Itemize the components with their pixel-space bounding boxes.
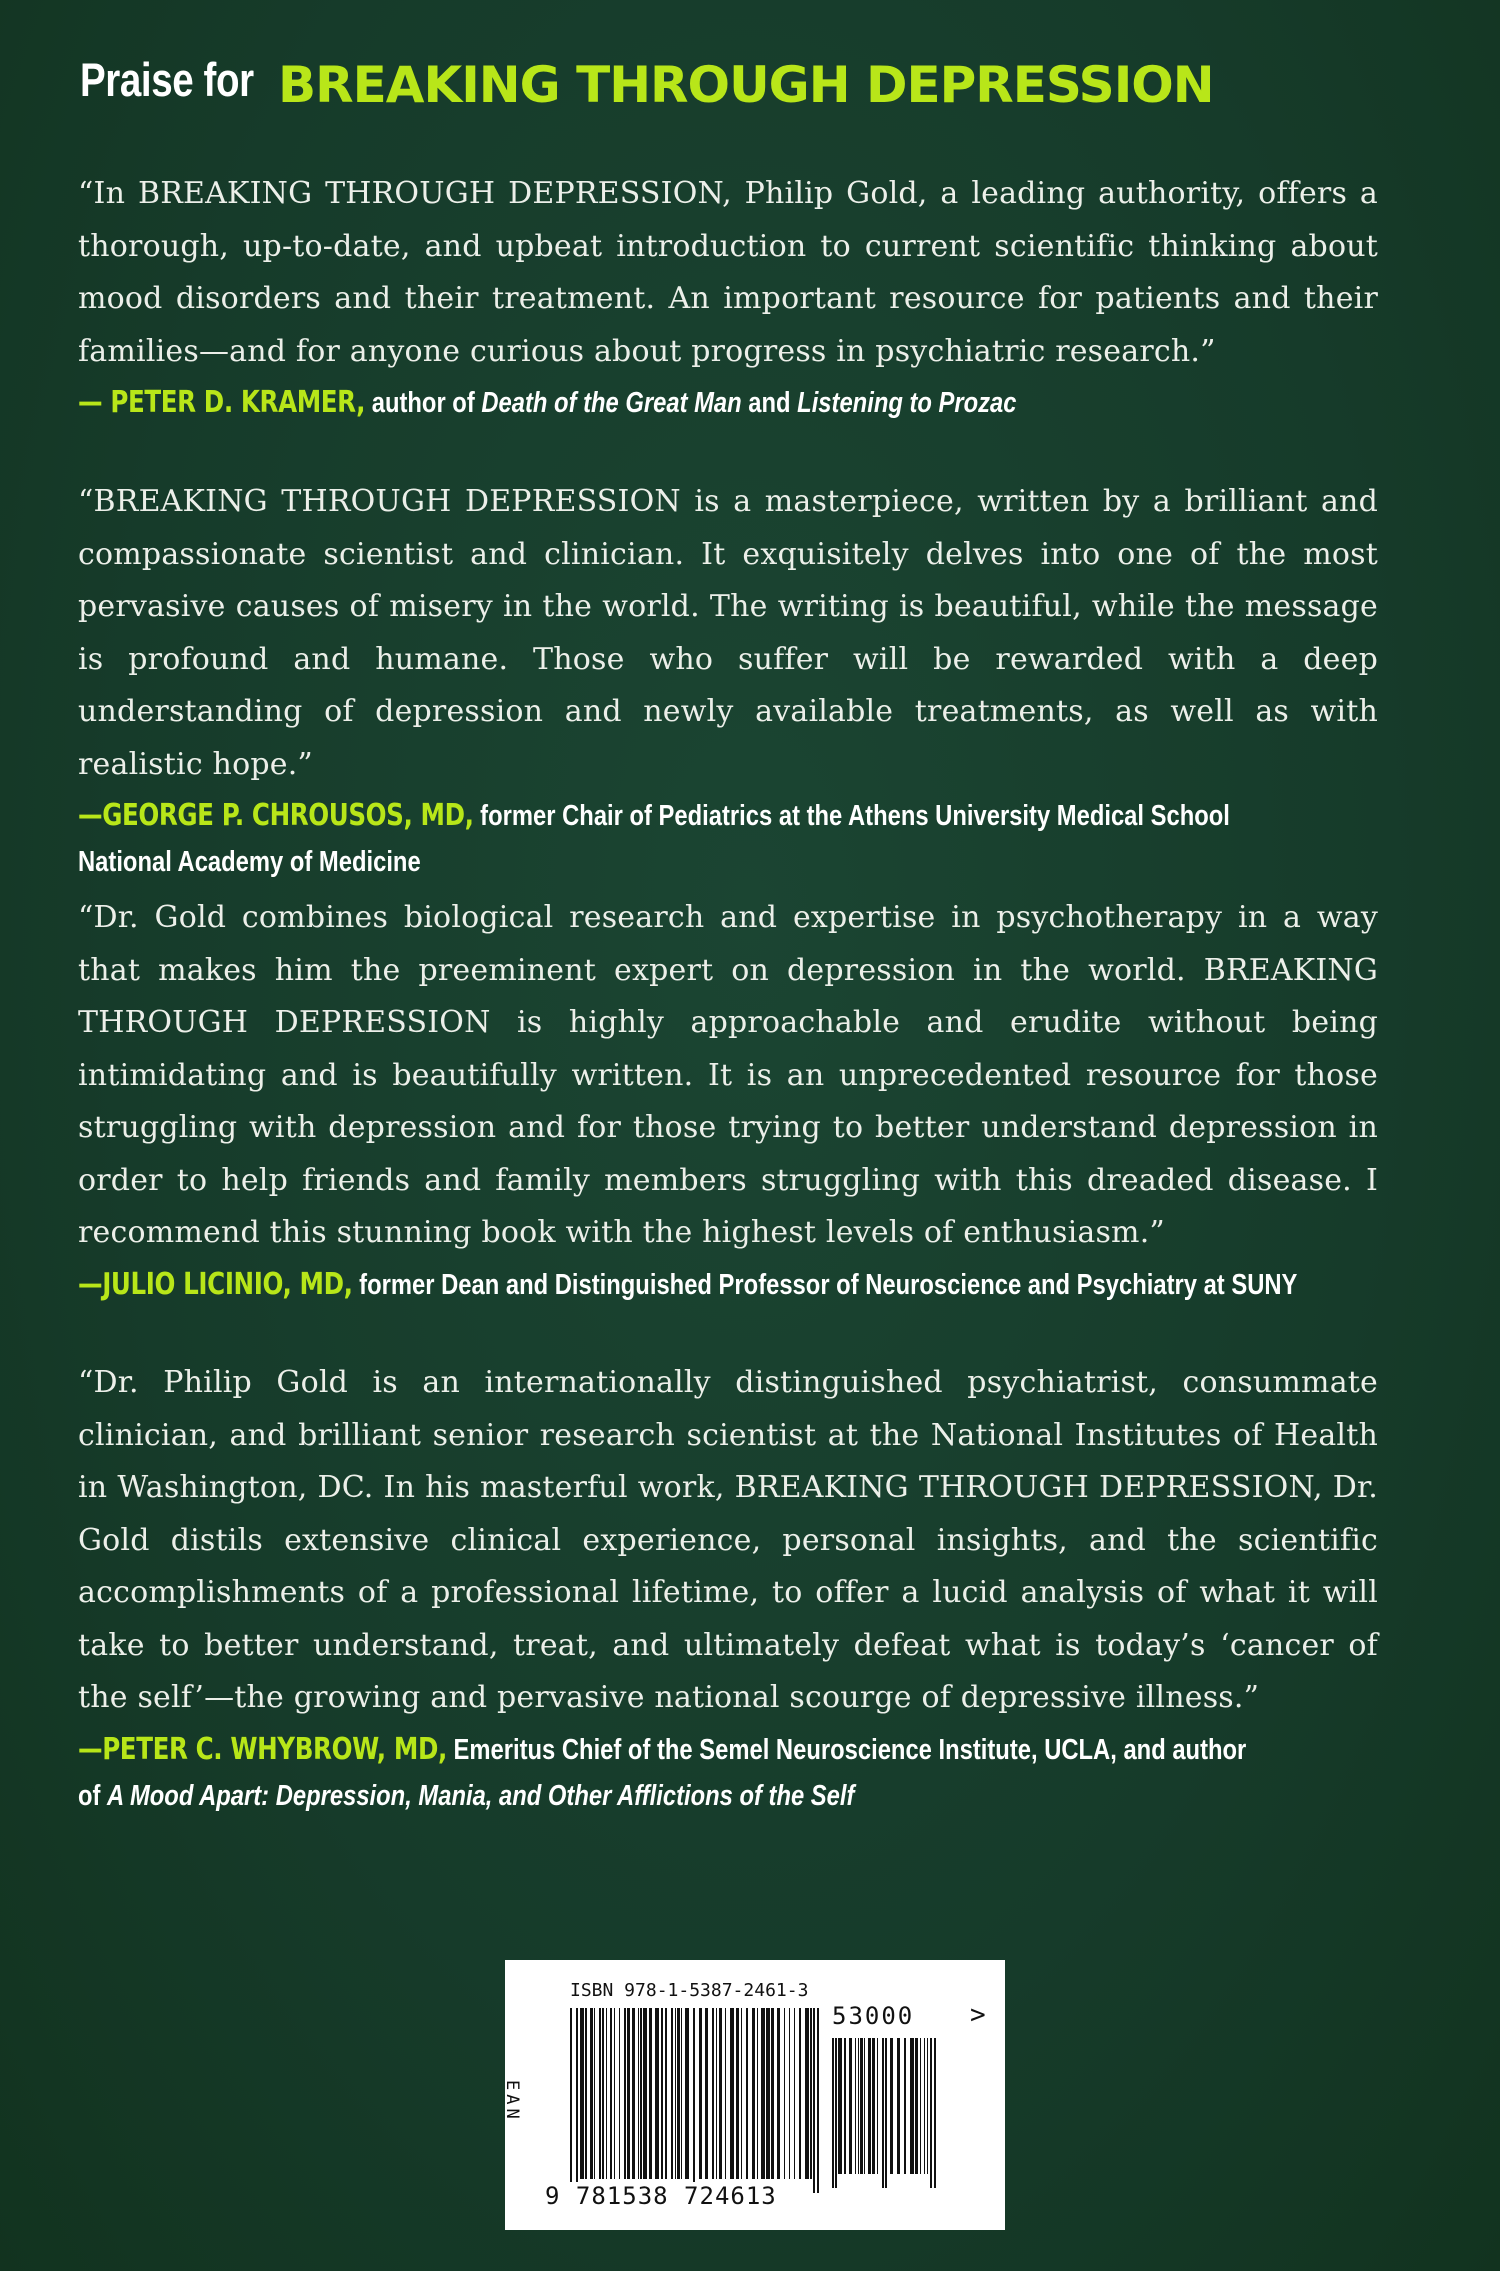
barcode-bar (849, 2038, 852, 2174)
barcode-bar (924, 2038, 925, 2174)
barcode-bar (619, 2008, 620, 2179)
barcode-bar (693, 2008, 695, 2193)
praise-heading-lead: Praise for (80, 53, 254, 106)
barcode-bar (832, 2038, 834, 2188)
barcode-bar (766, 2008, 770, 2179)
blurb-kramer (78, 168, 1378, 428)
reviewer-name: — PETER D. KRAMER, (78, 385, 366, 420)
barcode-bar (844, 2038, 846, 2174)
blurb-attribution (78, 1260, 1298, 1310)
isbn-text: ISBN 978-1-5387-2461-3 (570, 1980, 809, 2001)
barcode-bar (872, 2038, 875, 2174)
reviewer-role-line2: National Academy of Medicine (78, 846, 421, 878)
barcode-bar (868, 2038, 871, 2174)
reviewer-book: Death of the Great Man (481, 387, 742, 419)
barcode-bar (746, 2008, 748, 2179)
barcode-bar (858, 2038, 859, 2174)
barcode-bar (675, 2008, 676, 2179)
barcode-bar (930, 2038, 932, 2188)
barcode-bar (614, 2008, 615, 2179)
blurb-attribution (78, 791, 1230, 841)
barcode-bar (794, 2008, 795, 2179)
barcode-bar (699, 2008, 702, 2179)
barcode-bar (655, 2008, 659, 2179)
barcode-bar (677, 2008, 680, 2179)
barcode-bar (741, 2008, 742, 2179)
isbn-barcode (502, 1960, 1005, 2230)
barcode-bar (799, 2008, 801, 2179)
reviewer-role: author of (371, 387, 475, 419)
barcode-bar (789, 2008, 790, 2179)
reviewer-role: Emeritus Chief of the Semel Neuroscience Institute, UCLA, and author (453, 1733, 1247, 1766)
praise-heading (80, 52, 1420, 114)
price-arrow: > (970, 2000, 986, 2030)
reviewer-name: —GEORGE P. CHROUSOS, MD, (78, 798, 474, 833)
barcode-bar (671, 2008, 673, 2179)
barcode-bar (719, 2008, 722, 2179)
barcode-bar (610, 2008, 612, 2179)
barcode-bar (855, 2038, 856, 2174)
blurb-whybrow (78, 1357, 1378, 1821)
barcode-bar (810, 2008, 812, 2179)
blurb-attribution-line2 (78, 837, 1144, 887)
barcode-bar (860, 2038, 863, 2174)
barcode-bar (705, 2008, 708, 2179)
barcode-bar (661, 2008, 663, 2179)
barcode-bar (665, 2008, 667, 2179)
barcode-bar (838, 2038, 842, 2174)
barcode-bar (835, 2038, 837, 2188)
price-code: 53000 (832, 2002, 915, 2030)
reviewer-role-line2: of (78, 1779, 101, 1812)
barcode-bar (904, 2038, 906, 2174)
blurb-licinio (78, 892, 1378, 1310)
blurb-quote: “Dr. Philip Gold is an internationally distinguished psychiatrist, consummate clinician, and brilliant senior research scientist at the National Institutes of Health in Washington, DC. In his masterful work, BREAKING THROUGH DEPRESSION, Dr. Gold distils extensive clinical experience, personal insights, and the scientific accomplishments of a professional lifetime, to offer a lucid analysis of what it will take to better understand, treat, and ultimately defeat what is today’s ‘cancer of the self’—the growing and pervasive national scourge of depressive illness.” (78, 1365, 1378, 1715)
barcode-bar (730, 2008, 734, 2179)
barcode-bar (590, 2008, 593, 2179)
barcode-bar (897, 2038, 900, 2174)
reviewer-book: Listening to Prozac (797, 387, 1017, 419)
barcode-bar (864, 2038, 865, 2174)
barcode-bar (934, 2038, 936, 2188)
barcode-bar (910, 2038, 914, 2174)
barcode-bar (685, 2008, 689, 2179)
barcode-bar (890, 2038, 893, 2174)
barcode-bar (777, 2008, 780, 2179)
barcode-digits: 9 781538 724613 (545, 2182, 777, 2210)
book-title: BREAKING THROUGH DEPRESSION (278, 56, 1214, 114)
barcode-bar (761, 2008, 765, 2179)
barcode-bar (606, 2008, 607, 2179)
blurb-attribution-line2 (78, 1771, 1144, 1821)
barcode-bar (736, 2008, 739, 2179)
blurb-attribution (78, 378, 1144, 428)
barcode-bar (915, 2038, 918, 2174)
barcode-bar (585, 2008, 587, 2179)
barcode-bar (570, 2008, 572, 2193)
barcode-bar (599, 2008, 601, 2179)
reviewer-role: former Dean and Distinguished Professor of Neuroscience and Psychiatry at SUNY (359, 1268, 1298, 1301)
barcode-bar (712, 2008, 714, 2179)
ean-label: EAN (502, 2080, 522, 2123)
barcode-bar (920, 2038, 921, 2174)
reviewer-role: former Chair of Pediatrics at the Athens University Medical School (480, 800, 1230, 832)
barcode-bar (624, 2008, 626, 2179)
barcode-bar (640, 2008, 642, 2179)
blurb-chrousos (78, 476, 1378, 887)
blurb-attribution (78, 1725, 1247, 1775)
barcode-addon-bars (832, 2038, 937, 2218)
barcode-bar (627, 2008, 630, 2179)
barcode-bar (576, 2008, 578, 2193)
barcode-bar (725, 2008, 726, 2179)
barcode-bar (580, 2008, 584, 2179)
barcode-bar (817, 2008, 819, 2193)
barcode-bar (594, 2008, 595, 2179)
barcode-bar (638, 2008, 639, 2179)
barcode-bar (882, 2038, 884, 2188)
barcode-bar (813, 2008, 815, 2193)
blurb-quote: “BREAKING THROUGH DEPRESSION is a masterpiece, written by a brilliant and compassionate scientist and clinician. It exquisitely delves into one of the most pervasive causes of misery in the world. The writing is beautiful, while the message is profound and humane. Those who suffer will be rewarded with a deep understanding of depression and newly available treatments, as well as with realistic hope.” (78, 484, 1378, 782)
barcode-bar (927, 2038, 928, 2174)
barcode-bar (602, 2008, 604, 2179)
reviewer-name: —JULIO LICINIO, MD, (78, 1266, 353, 1302)
barcode-bar (649, 2008, 652, 2179)
blurb-quote: “In BREAKING THROUGH DEPRESSION, Philip Gold, a leading authority, offers a thorough, up-to-date, and upbeat introduction to current scientific thinking about mood disorders and their treatment. An important resource for patients and their families—and for anyone curious about progress in psychiatric research.” (78, 176, 1378, 369)
reviewer-name: —PETER C. WHYBROW, MD, (78, 1731, 447, 1767)
blurb-quote: “Dr. Gold combines biological research and expertise in psychotherapy in a way that makes him the preeminent expert on depression in the world. BREAKING THROUGH DEPRESSION is highly approachable and erudite without being intimidating and is beautifully written. It is an unprecedented resource for those struggling with depression and for those trying to better understand depression in order to help friends and family members struggling with this dreaded disease. I recommend this stunning book with the highest levels of enthusiasm.” (78, 900, 1378, 1250)
barcode-bar (784, 2008, 785, 2179)
barcode-bar (716, 2008, 717, 2179)
barcode-bar (752, 2008, 755, 2179)
barcode-bar (885, 2038, 887, 2188)
barcode-main-bars (570, 2008, 820, 2193)
barcode-bar (643, 2008, 647, 2179)
reviewer-role-conj: and (748, 387, 791, 419)
barcode-bar (805, 2008, 809, 2179)
barcode-bar (771, 2008, 774, 2179)
barcode-bar (877, 2038, 878, 2174)
reviewer-book: A Mood Apart: Depression, Mania, and Other Afflictions of the Self (107, 1779, 855, 1812)
barcode-bar (757, 2008, 758, 2179)
barcode-bar (681, 2008, 682, 2179)
barcode-bar (632, 2008, 635, 2179)
